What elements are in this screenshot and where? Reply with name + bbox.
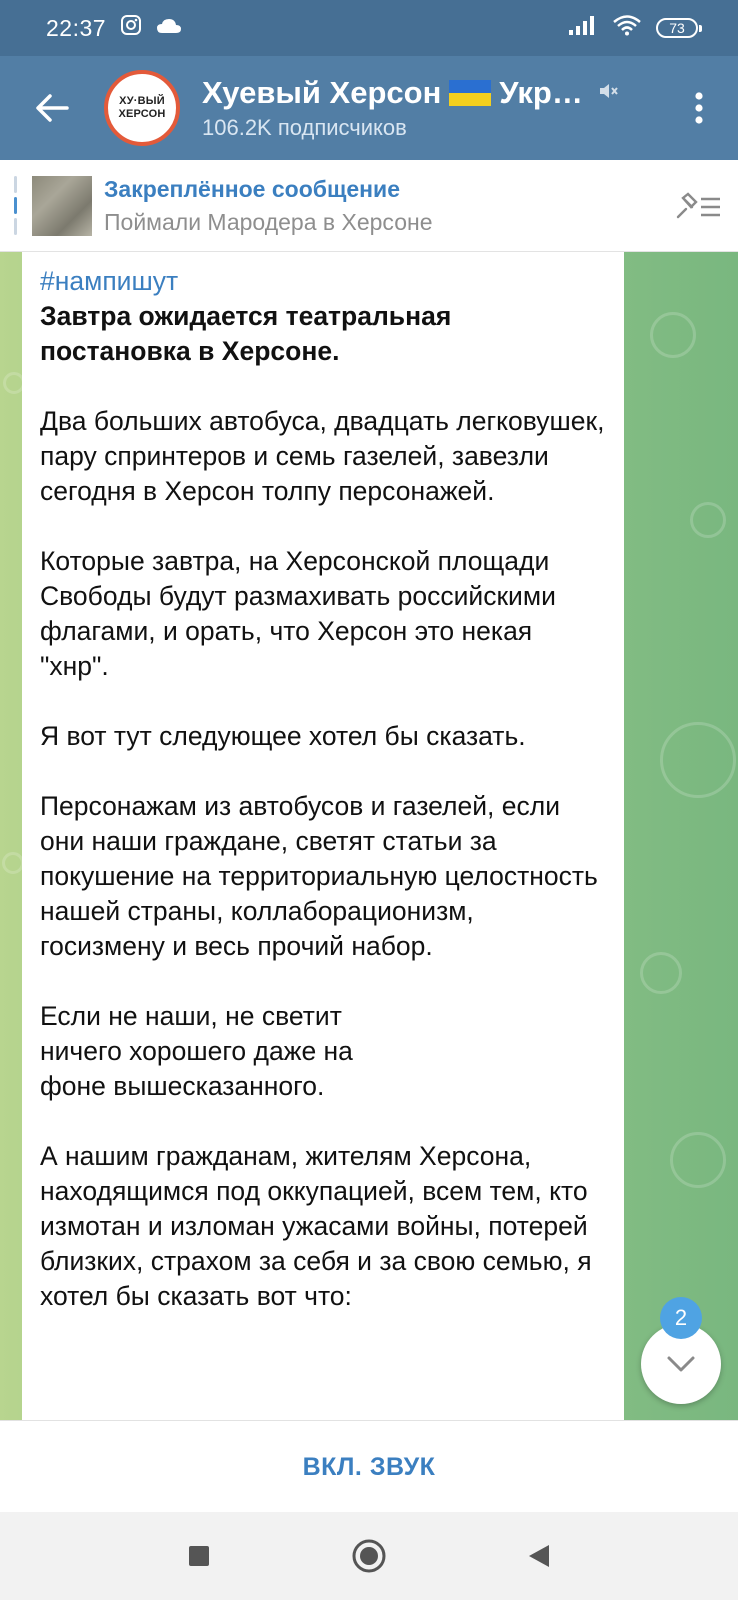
instagram-icon [120, 14, 142, 42]
back-nav-button[interactable] [519, 1536, 559, 1576]
status-right [568, 14, 698, 42]
signal-icon [568, 14, 598, 42]
battery-icon: 73 [656, 18, 698, 38]
home-circle-icon [351, 1538, 387, 1574]
channel-post[interactable] [22, 252, 624, 1420]
unmute-button[interactable]: ВКЛ. ЗВУК [302, 1452, 436, 1481]
channel-header [0, 56, 738, 160]
pin-list-icon [674, 191, 722, 221]
status-time: 22:37 [46, 14, 107, 41]
background-doodle [660, 722, 736, 798]
pinned-list-button[interactable] [658, 160, 738, 252]
pinned-preview: Поймали Мародера в Херсоне [104, 208, 433, 235]
subscriber-count: 106.2K подписчиков [202, 115, 407, 140]
background-doodle [640, 952, 682, 994]
home-button[interactable] [349, 1536, 389, 1576]
bottom-action-bar [0, 1420, 738, 1513]
more-menu-button[interactable] [660, 56, 738, 160]
pinned-title: Закреплённое сообщение [104, 175, 400, 202]
pinned-message-bar[interactable] [0, 160, 738, 252]
post-paragraph: Персонажам из автобусов и газелей, если они наши граждане, светят статьи за покушение на территориальную целостность нашей страны, коллаборационизм, госизмену и весь прочий набор. [40, 791, 598, 961]
pinned-thumbnail [32, 176, 92, 236]
pinned-text [104, 176, 658, 236]
channel-avatar[interactable] [104, 70, 180, 146]
background-doodle [690, 502, 726, 538]
recents-button[interactable] [179, 1536, 219, 1576]
muted-speaker-icon [597, 80, 619, 107]
post-hashtag[interactable]: #нампишут [40, 266, 179, 296]
status-left [46, 14, 182, 42]
system-nav-bar [0, 1512, 738, 1600]
triangle-back-icon [527, 1543, 551, 1569]
square-icon [188, 1545, 210, 1567]
channel-title-part1: Хуевый Херсон [202, 75, 442, 110]
pinned-indicator [14, 176, 30, 236]
post-paragraph: Если не наши, не светит ничего хорошего даже на фоне вышесказанного. [40, 1001, 353, 1101]
post-paragraph: Которые завтра, на Херсонской площади Свободы будут размахивать российскими флагами, и орать, что Херсон это некая "хнр". [40, 546, 556, 681]
background-doodle [650, 312, 696, 358]
channel-title-part2: Укр… [499, 75, 583, 110]
post-paragraph: Я вот тут следующее хотел бы сказать. [40, 721, 526, 751]
avatar-text-line2: ХЕРСОН [118, 108, 166, 120]
post-headline: Завтра ожидается театральная постановка в Херсоне. [40, 301, 452, 366]
arrow-back-icon [35, 93, 69, 123]
background-doodle [670, 1132, 726, 1188]
title-block[interactable] [202, 75, 660, 141]
back-button[interactable] [0, 56, 104, 160]
more-vertical-icon [694, 91, 704, 125]
post-paragraph: А нашим гражданам, жителям Херсона, находящимся под оккупацией, всем тем, кто измотан и изломан ужасами войны, потерей близких, страхом за себя и за свою семью, я хотел бы сказать вот что: [40, 1141, 592, 1311]
chevron-down-icon [666, 1355, 696, 1373]
post-paragraph: Два больших автобуса, двадцать легковушек, пару спринтеров и семь газелей, завезли сегодня в Херсон толпу персонажей. [40, 406, 605, 506]
ukraine-flag-icon [449, 80, 491, 106]
title-row [202, 75, 660, 111]
cloud-icon [156, 15, 182, 41]
background-doodle [2, 852, 24, 874]
wifi-icon [612, 14, 642, 42]
status-bar [0, 0, 738, 56]
avatar-text-line1: ХУ·ВЫЙ [119, 95, 165, 107]
unread-count-badge: 2 [660, 1297, 702, 1339]
